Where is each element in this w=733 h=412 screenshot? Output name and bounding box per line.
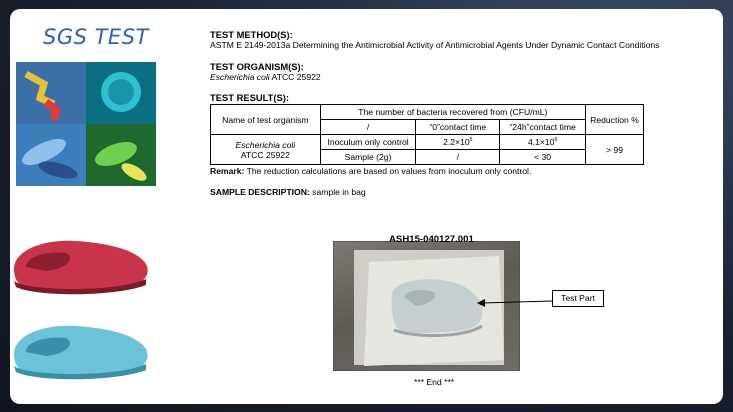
header-reduction: Reduction % <box>586 105 644 135</box>
row1-24h-value: $4.1\times 10^6$ <box>500 135 586 150</box>
subheader-0h: “0”contact time <box>416 120 500 135</box>
cell-species: Escherichia coli <box>235 139 296 150</box>
table-row <box>211 135 644 150</box>
test-organism-text <box>210 72 680 82</box>
remark-label: Remark: <box>210 166 245 177</box>
red-clog-image <box>10 229 156 299</box>
subheader-slash: / <box>320 120 416 135</box>
row1-label: Inoculum only control <box>320 135 416 150</box>
test-result-section <box>210 92 680 177</box>
row1-0h-value: $2.2\times 10^5$ <box>416 135 500 150</box>
remark <box>210 166 680 176</box>
blue-clog-image <box>10 314 156 384</box>
organism-strain: ATCC 25922 <box>269 71 321 82</box>
header-organism: Name of test organism <box>211 105 321 135</box>
report-content <box>210 29 680 197</box>
organism-cell <box>211 135 321 165</box>
slide <box>10 9 723 404</box>
microbe-collage-image <box>16 62 156 186</box>
test-method-heading: TEST METHOD(S): <box>210 29 293 40</box>
result-table <box>210 104 644 165</box>
row2-label: Sample (2g) <box>320 150 416 165</box>
test-organism-heading: TEST ORGANISM(S): <box>210 60 304 72</box>
test-method-section <box>210 29 680 51</box>
organism-species: Escherichia coli <box>210 71 270 82</box>
test-result-heading: TEST RESULT(S): <box>210 92 289 104</box>
table-header-row <box>211 105 644 120</box>
test-part-callout: Test Part <box>552 290 604 307</box>
test-method-text: ASTM E 2149-2013a Determining the Antimicrobial Activity of Antimicrobial Agents Under Dynamic Contact Conditions <box>210 40 660 51</box>
remark-text: The reduction calculations are based on values from inoculum only control. <box>244 166 532 177</box>
cell-strain: ATCC 25922 <box>240 149 290 160</box>
sample-description-text: sample in bag <box>309 186 366 197</box>
reduction-value: > 99 <box>586 135 644 165</box>
subheader-24h: “24h”contact time <box>500 120 586 135</box>
sample-description <box>210 187 680 197</box>
row2-0h-value: / <box>416 150 500 165</box>
sample-description-label: SAMPLE DESCRIPTION: <box>210 186 310 197</box>
test-organism-section <box>210 61 680 83</box>
slide-title: SGS TEST <box>43 25 149 49</box>
row2-24h-value: < 30 <box>500 150 586 165</box>
sample-id-label: ASH15-040127.001 <box>389 234 474 245</box>
callout-arrow-icon <box>476 293 556 313</box>
header-recovered: The number of bacteria recovered from (CFU/mL) <box>320 105 585 120</box>
end-marker: *** End *** <box>414 377 455 387</box>
